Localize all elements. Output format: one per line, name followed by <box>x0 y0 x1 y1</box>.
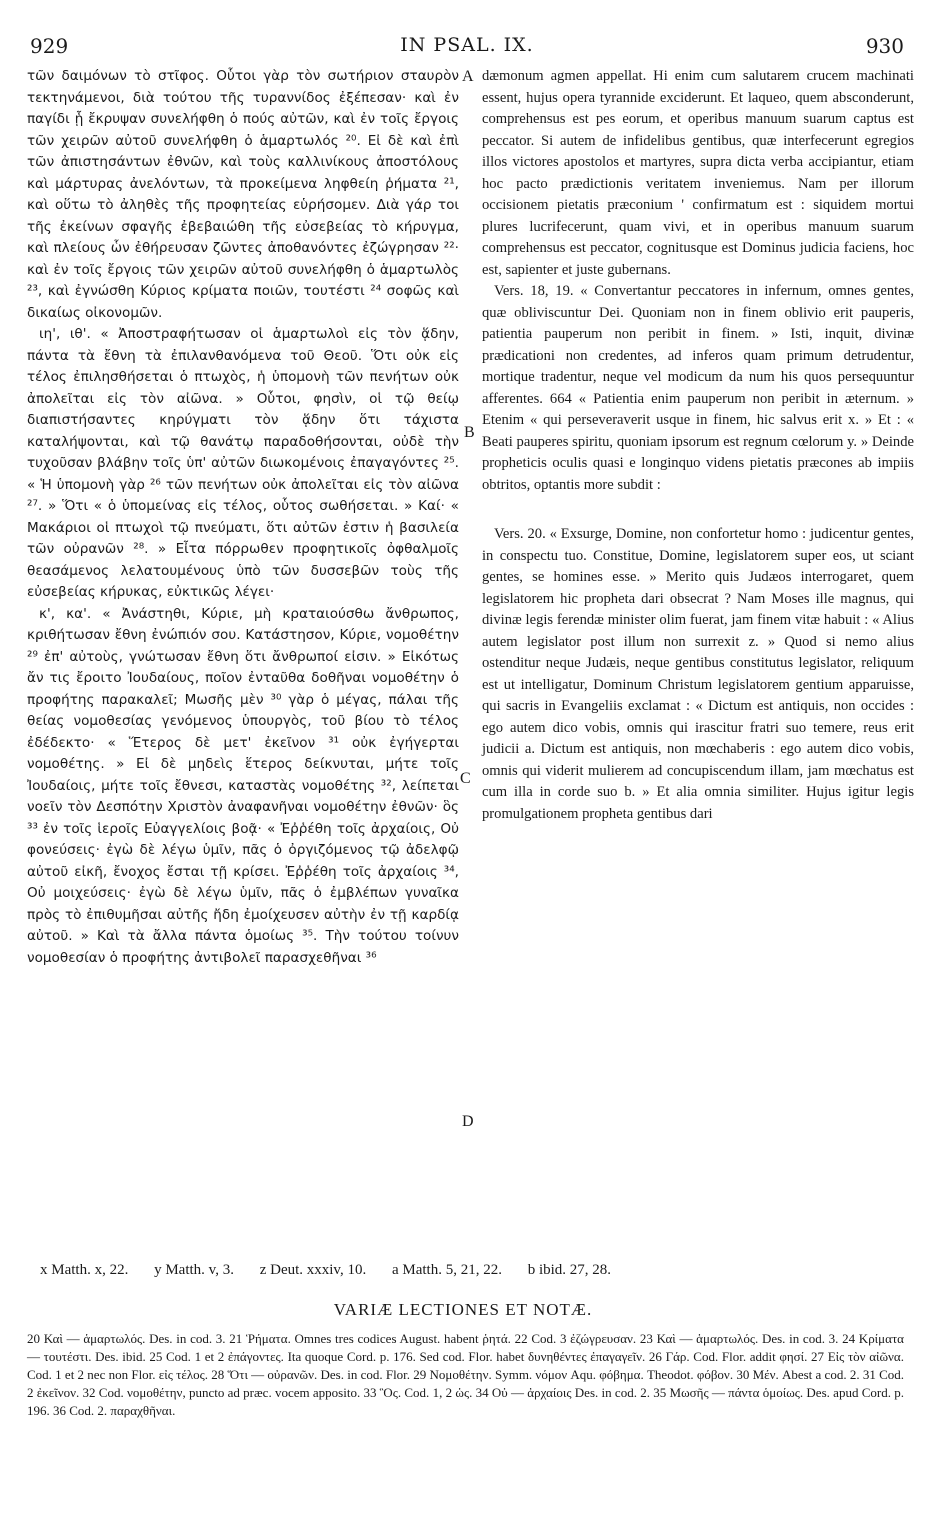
running-title: IN PSAL. IX. <box>400 34 534 56</box>
latin-column <box>482 66 914 825</box>
scripture-footnotes <box>40 1262 904 1279</box>
page-number-left: 929 <box>30 34 69 58</box>
footnote: b ibid. 27, 28. <box>527 1262 612 1278</box>
footnote: a Matth. 5, 21, 22. <box>391 1262 502 1278</box>
greek-paragraph: κ', κα'. « Ἀνάστηθι, Κύριε, μὴ κραταιούσθω ἄνθρωπος, κριθήτωσαν ἔθνη ἐνώπιόν σου. Κατάστησον, Κύριε, νομοθέτην ²⁹ ἐπ' αὐτοὺς, γνώτωσαν ἔθνη ὅτι ἄνθρωποί εἰσιν. » Εἰκότως ἄν τις ἔροιτο Ἰουδαίους, ποῖον ἐνταῦθα δοθῆναι νομοθέτην ὁ προφήτης παρακαλεῖ; Μωσῆς μὲν ³⁰ γὰρ ὁ μέγας, πάλαι τῆς θείας νομοθεσίας γενόμενος ὑπουργὸς, τοῦ βίου τὸ τέλος ἐδέδεκτο· « Ἕτερος δὲ μετ' ἐκεῖνον ³¹ οὐκ ἐγήγερται νομοθέτης. » Εἰ δὲ μηδεὶς ἕτερος δείκνυται, μήτε τοῖς Ἰουδαίοις, μήτε τοῖς ἔθνεσι, καταστὰς νομοθέτης ³², λείπεται νοεῖν τὸν Δεσπότην Χριστὸν ἀναφανῆναι νομοθέτην ἐθνῶν· ὃς ³³ ἐν τοῖς ἱεροῖς Εὐαγγελίοις βοᾷ· « Ἐῤῥέθη τοῖς ἀρχαίοις, Οὐ φονεύσεις· ἐγὼ δὲ λέγω ὑμῖν, πᾶς ὁ ὀργιζόμενος τῷ ἀδελφῷ αὐτοῦ εἰκῆ, ἔνοχος ἔσται τῇ κρίσει. Ἐῤῥέθη τοῖς ἀρχαίοις ³⁴, Οὐ μοιχεύσεις· ἐγὼ δὲ λέγω ὑμῖν, πᾶς ὁ ἐμβλέπων γυναῖκα πρὸς τὸ ἐπιθυμῆσαι αὐτῆς ἤδη ἐμοίχευσεν αὐτὴν ἐν τῇ καρδίᾳ αὐτοῦ. » Καὶ τὰ ἄλλα πάντα ὁμοίως ³⁵. Τὴν τούτου τοίνυν νομοθεσίαν ὁ προφήτης ἀντιβολεῖ παρασχεθῆναι ³⁶ <box>27 605 459 966</box>
page-header <box>30 34 904 60</box>
footnote: y Matth. v, 3. <box>154 1262 234 1278</box>
greek-paragraph: ιη', ιθ'. « Ἀποστραφήτωσαν οἱ ἁμαρτωλοὶ εἰς τὸν ᾅδην, πάντα τὰ ἔθνη τὰ ἐπιλανθανόμενα τοῦ Θεοῦ. Ὅτι οὐκ εἰς τέλος ἐπιλησθήσεται ὁ πτωχὸς, ἡ ὑπομονὴ τῶν πενήτων οὐκ ἀπολεῖται εἰς τὸν αἰῶνα. » Οὗτοι, φησὶν, οἱ τῷ θείῳ διαπιστήσαντες κηρύγματι τὸν ᾅδην ὅτι τάχιστα καταλήψονται, καὶ τῷ θανάτῳ παραδοθήσονται, οὐδὲ τὴν τυχοῦσαν βλάβην τοῖς ὑπ' αὐτῶν διωκομένοις ἐπαγαγόντες ²⁵. « Ἡ ὑπομονὴ γὰρ ²⁶ τῶν πενήτων οὐκ ἀπολεῖται εἰς τὸν αἰῶνα ²⁷. » Ὅτι « ὁ ὑπομείνας εἰς τέλος, οὗτος σωθήσεται. » Καί· « Μακάριοι οἱ πτωχοὶ τῷ πνεύματι, ὅτι αὐτῶν ἐστιν ἡ βασιλεία τῶν οὐρανῶν ²⁸. » Εἶτα πόρρωθεν προφητικοῖς ὀφθαλμοῖς θεασάμενος λελατουμένους ὑπὸ τῶν δυσσεβῶν τοὺς τῆς εὐσεβείας κήρυκας, εὐκτικῶς λέγει· <box>27 326 459 600</box>
greek-paragraph: τῶν δαιμόνων τὸ στῖφος. Οὗτοι γὰρ τὸν σωτήριον σταυρὸν τεκτηνάμενοι, διὰ τούτου τῆς τυραννίδος ἐξέπεσαν· καὶ ἐν παγίδι ᾗ ἔκρυψαν συνελήφθη ὁ πούς αὐτῶν, καὶ ἐν τοῖς ἔργοις τῶν χειρῶν αὐτοῦ συνελήφθη ὁ ἁμαρτωλός ²⁰. Εἰ δὲ καὶ ἐπὶ τῶν ἀπιστησάντων ἐθνῶν, καὶ τοὺς καλλινίκους ἀποστόλους καὶ μάρτυρας ἀνελόντων, τὰ προκείμενα ληφθείη ῥήματα ²¹, καὶ οὕτω τὸ ἀληθὲς τῆς προφητείας εὑρήσομεν. Διὰ γάρ τοι τῆς ἐκείνων σφαγῆς ἐβεβαιώθη τῆς εὐσεβείας τὸ κήρυγμα, καὶ πλείους ὧν ἐθήρευσαν ζῶντες ἀποθανόντες ἐζώγρησαν ²²· καὶ ἐν τοῖς ἔργοις τῶν χειρῶν αὐτοῦ συνελήφθη ὁ ἁμαρτωλὸς ²³, καὶ ἐγνώσθη Κύριος κρίματα ποιῶν, τουτέστι ²⁴ σοφῶς καὶ δικαίως οἰκονομῶν. <box>27 68 459 321</box>
page-number-right: 930 <box>865 34 904 58</box>
latin-paragraph: Vers. 20. « Exsurge, Domine, non confortetur homo : judicentur gentes, in conspectu tuo. Constitue, Domine, legislatorem super eos, ut sciant gentes, se homines esse. » Merito quis Judæos interrogaret, quem legislatorem hic propheta dari obsecrat ? Nam Moses ille magnus, qui divinæ legis ferendæ minister olim fuerat, jam finem vitæ habuit : « Alius autem legislator post illum non surrexit z. » Quod si nemo alius ostenditur neque Judæis, neque gentibus constitutus legislator, reliquum est ut intelligatur, Dominum Christum legislatorem gentium apparuisse, qui sacris in Evangeliis exclamat : « Dictum est antiquis, non occides : ego autem dico vobis, omnis qui irascitur fratri suo temere, reus erit judicii a. Dictum est antiquis, non mœchaberis : ego autem dico vobis, omnis qui viderit mulierem ad concupiscendum illam, jam mœchatus est cum illa in corde suo b. » Et alia omnia similiter. Hujus igitur legis promulgationem propheta gentibus dari <box>482 526 914 822</box>
variant-notes: 20 Καὶ — ἁμαρτωλός. Des. in cod. 3. 21 Ῥήματα. Omnes tres codices August. habent ῥητά. 22 Cod. 3 ἐζώγρευσαν. 23 Καὶ — ἁμαρτωλός. Des. in cod. 3. 24 Κρίματα — τουτέστι. Des. ibid. 25 Cod. 1 et 2 ἐπάγοντες. Ita quoque Cord. p. 176. Sed cod. Flor. habet δυνηθέντες ἐπαγαγεῖν. 26 Γάρ. Cod. Flor. addit φησί. 27 Εἰς τὸν αἰῶνα. Cod. 1 et 2 nec non Flor. εἰς τέλος. 28 Ὅτι — οὐρανῶν. Des. in cod. Flor. 29 Νομοθέτην. Symm. νόμον Aqu. φόβημα. Theodot. φόβον. 30 Μέν. Abest a cod. 2. 31 Cod. 2 ἐκεῖνον. 32 Cod. νομοθέτην, puncto ad præc. vocem apposito. 33 Ὃς. Cod. 1, 2 ὡς. 34 Οὐ — ἀρχαίοις Des. in cod. 2. 35 Μωσῆς — πάντα ὁμοίως. Des. apud Cord. p. 196. 36 Cod. 2. παραχθῆναι. <box>27 1331 904 1418</box>
latin-paragraph: Vers. 18, 19. « Convertantur peccatores in infernum, omnes gentes, quæ obliviscuntur Dei. Quoniam non in finem oblivio erit pauperis, patientia pauperum non peribit in finem. » Isti, inquit, divinæ prædicationi non credentes, ad inferos quam primum detrudentur, mortique tradentur, neque vel modicum da num his quos persequuntur afferentes. 664 « Patientia enim pauperum non peribit in æternum. » Etenim « qui perseveraverit usque in finem, hic salvus erit x. » Et : « Beati pauperes spiritu, quoniam ipsorum est regnum cœlorum y. » Deinde propheticis oculis quasi e longinquo videns pietatis præcones ab impiis obtritos, optantis more subdit : <box>482 283 914 493</box>
latin-paragraph: dæmonum agmen appellat. Hi enim cum salutarem crucem machinati essent, hujus opera tyrannide exciderunt. Et laqueo, quem absconderunt, comprehensus est pes eorum, et operibus manuum suarum captus est peccator. Si autem de infidelibus gentibus, quæ interfecerunt egregios illos victores apostolos et martyres, supra dicta verba accipiantur, etiam hoc pacto prædictionis veritatem inveniemus. Nam per illorum occisionem pietatis præconium ' confirmatum est : siquidem mortui plures lucrifecerunt, quam vivi, et in operibus manuum suarum comprehensus est peccator, cognitusque est Dominus judicia faciens, hoc est, sapienter et juste gubernans. <box>482 68 914 278</box>
margin-letter-a: A <box>462 68 474 85</box>
margin-letter-b: B <box>464 424 475 441</box>
margin-letter-d: D <box>462 1113 474 1130</box>
footnote: x Matth. x, 22. <box>40 1262 129 1278</box>
greek-column <box>27 66 459 969</box>
footnote: z Deut. xxxiv, 10. <box>259 1262 367 1278</box>
notes-title: VARIÆ LECTIONES ET NOTÆ. <box>333 1300 593 1319</box>
margin-letter-c: C <box>460 770 471 787</box>
